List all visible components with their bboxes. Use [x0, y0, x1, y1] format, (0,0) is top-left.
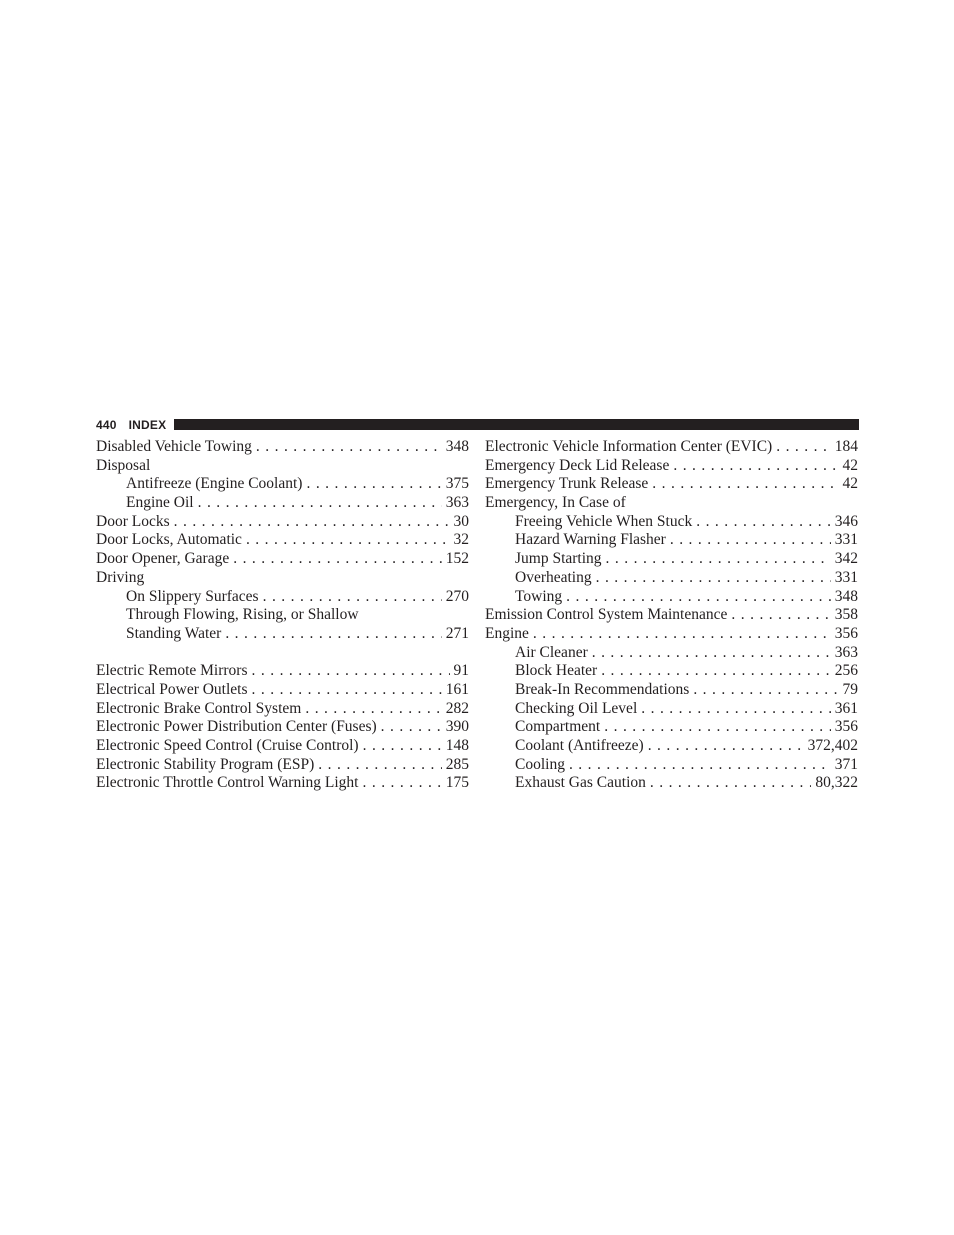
entry-text: Compartment	[515, 718, 601, 736]
entry-page-number: 363	[445, 494, 469, 512]
entry-page-number: 42	[842, 456, 858, 474]
index-entry	[96, 513, 469, 532]
dot-leader	[174, 513, 450, 532]
entry-text: Disabled Vehicle Towing	[96, 438, 252, 455]
entry-page-number: 372,402	[807, 737, 858, 754]
index-entry	[96, 756, 469, 775]
entry-page-number: 331	[834, 531, 858, 549]
dot-leader	[363, 737, 442, 756]
entry-text: Standing Water	[126, 624, 222, 642]
dot-leader	[252, 662, 450, 681]
index-entry	[96, 737, 469, 756]
entry-text: Electronic Vehicle Information Center (EVIC)	[485, 438, 773, 455]
dot-leader	[693, 681, 838, 700]
dot-leader	[776, 438, 831, 457]
index-spacer	[96, 644, 469, 663]
dot-leader	[648, 737, 804, 756]
entry-page-number: 175	[445, 774, 469, 792]
dot-leader	[198, 494, 442, 513]
index-entry	[96, 774, 469, 793]
entry-page-number: 348	[834, 587, 858, 605]
entry-page-number: 184	[834, 438, 858, 455]
entry-page-number: 363	[834, 643, 858, 661]
entry-text: Emergency Deck Lid Release	[485, 456, 670, 474]
index-entry	[96, 718, 469, 737]
entry-page-number: 346	[834, 512, 858, 530]
entry-page-number: 161	[445, 680, 469, 698]
entry-page-number: 30	[453, 512, 469, 530]
index-subentry	[485, 681, 858, 700]
entry-text: Freeing Vehicle When Stuck	[515, 512, 693, 530]
entry-text: Door Locks	[96, 512, 170, 530]
entry-text: Air Cleaner	[515, 643, 588, 661]
dot-leader	[566, 588, 831, 607]
entry-page-number: 152	[445, 550, 469, 568]
index-subentry	[96, 625, 469, 644]
entry-page-number: 148	[445, 737, 469, 754]
index-entry	[96, 681, 469, 700]
index-entry	[485, 625, 858, 644]
entry-text: Door Opener, Garage	[96, 550, 230, 568]
dot-leader	[650, 774, 812, 793]
entry-text: Coolant (Antifreeze)	[515, 737, 644, 754]
entry-text: Engine	[485, 624, 529, 642]
entry-text: Hazard Warning Flasher	[515, 531, 666, 549]
entry-text: Door Locks, Automatic	[96, 531, 242, 549]
entry-text: Break-In Recommendations	[515, 680, 690, 698]
index-subentry	[485, 569, 858, 588]
entry-text: Checking Oil Level	[515, 699, 638, 717]
index-entry	[96, 438, 469, 457]
index-entry	[485, 475, 858, 494]
dot-leader	[225, 625, 441, 644]
entry-text: Towing	[515, 587, 563, 605]
index-entry	[485, 457, 858, 476]
entry-text: Electronic Power Distribution Center (Fuses)	[96, 718, 377, 736]
entry-page-number: 390	[445, 718, 469, 736]
entry-text: Electronic Brake Control System	[96, 699, 302, 717]
entry-text: Electronic Stability Program (ESP)	[96, 755, 315, 773]
entry-text: Cooling	[515, 755, 565, 773]
index-entry	[96, 550, 469, 569]
entry-page-number: 356	[834, 718, 858, 736]
entry-page-number: 356	[834, 624, 858, 642]
index-subentry	[96, 588, 469, 607]
index-subentry	[485, 588, 858, 607]
entry-page-number: 256	[834, 662, 858, 680]
index-entry	[96, 531, 469, 550]
entry-text: Emergency Trunk Release	[485, 475, 649, 493]
entry-page-number: 79	[842, 680, 858, 698]
entry-text: Block Heater	[515, 662, 598, 680]
index-subentry	[485, 774, 858, 793]
dot-leader	[696, 513, 831, 532]
index-column-left	[96, 438, 469, 793]
dot-leader	[606, 550, 831, 569]
entry-page-number: 80,322	[815, 774, 858, 792]
dot-leader	[604, 718, 831, 737]
index-subentry	[485, 531, 858, 550]
dot-leader	[252, 681, 442, 700]
dot-leader	[652, 475, 838, 494]
index-entry	[485, 438, 858, 457]
entry-text: Antifreeze (Engine Coolant)	[126, 475, 303, 493]
index-subentry	[485, 737, 858, 756]
entry-text: Overheating	[515, 568, 592, 586]
dot-leader	[731, 606, 830, 625]
entry-page-number: 42	[842, 475, 858, 493]
entry-page-number: 32	[453, 531, 469, 549]
index-subentry	[485, 700, 858, 719]
entry-text: Emission Control System Maintenance	[485, 606, 728, 624]
index-entry	[96, 457, 469, 476]
dot-leader	[233, 550, 442, 569]
entry-text: Electric Remote Mirrors	[96, 662, 248, 680]
page-number: 440	[96, 417, 117, 432]
entry-page-number: 348	[445, 438, 469, 455]
entry-page-number: 91	[453, 662, 469, 680]
index-column-right	[485, 438, 858, 793]
dot-leader	[305, 700, 441, 719]
entry-text: Emergency, In Case of	[485, 494, 626, 512]
dot-leader	[641, 700, 831, 719]
entry-page-number: 270	[445, 587, 469, 605]
entry-page-number: 361	[834, 699, 858, 717]
dot-leader	[673, 457, 838, 476]
entry-text: Engine Oil	[126, 494, 194, 512]
index-subentry	[485, 756, 858, 775]
dot-leader	[670, 531, 831, 550]
dot-leader	[533, 625, 831, 644]
dot-leader	[592, 644, 831, 663]
index-subentry	[96, 475, 469, 494]
entry-text: Disposal	[96, 456, 151, 474]
dot-leader	[363, 774, 442, 793]
entry-page-number: 285	[445, 755, 469, 773]
entry-page-number: 375	[445, 475, 469, 493]
index-entry	[485, 606, 858, 625]
index-subentry	[485, 718, 858, 737]
dot-leader	[246, 531, 450, 550]
entry-text: Through Flowing, Rising, or Shallow	[126, 606, 359, 624]
index-entry	[485, 494, 858, 513]
entry-page-number: 358	[834, 606, 858, 624]
entry-text: On Slippery Surfaces	[126, 587, 259, 605]
entry-page-number: 282	[445, 699, 469, 717]
dot-leader	[569, 756, 831, 775]
dot-leader	[381, 718, 442, 737]
entry-text: Electrical Power Outlets	[96, 680, 248, 698]
page-header	[96, 417, 859, 432]
entry-page-number: 342	[834, 550, 858, 568]
entry-text: Driving	[96, 568, 145, 586]
entry-text: Exhaust Gas Caution	[515, 774, 646, 792]
entry-text: Electronic Throttle Control Warning Light	[96, 774, 359, 792]
dot-leader	[263, 588, 442, 607]
index-subentry	[485, 662, 858, 681]
dot-leader	[596, 569, 831, 588]
dot-leader	[318, 756, 441, 775]
index-entry	[96, 662, 469, 681]
header-rule	[174, 419, 859, 430]
entry-text: Electronic Speed Control (Cruise Control)	[96, 737, 359, 754]
dot-leader	[256, 438, 442, 457]
index-subentry	[485, 644, 858, 663]
section-title: INDEX	[128, 417, 167, 432]
index-subentry	[485, 513, 858, 532]
dot-leader	[601, 662, 831, 681]
entry-text: Jump Starting	[515, 550, 602, 568]
index-subentry	[96, 494, 469, 513]
index-entry	[96, 569, 469, 588]
index-entry	[96, 700, 469, 719]
index-subentry	[96, 606, 469, 625]
index-subentry	[485, 550, 858, 569]
entry-page-number: 271	[445, 624, 469, 642]
entry-page-number: 331	[834, 568, 858, 586]
dot-leader	[306, 475, 441, 494]
entry-page-number: 371	[834, 755, 858, 773]
